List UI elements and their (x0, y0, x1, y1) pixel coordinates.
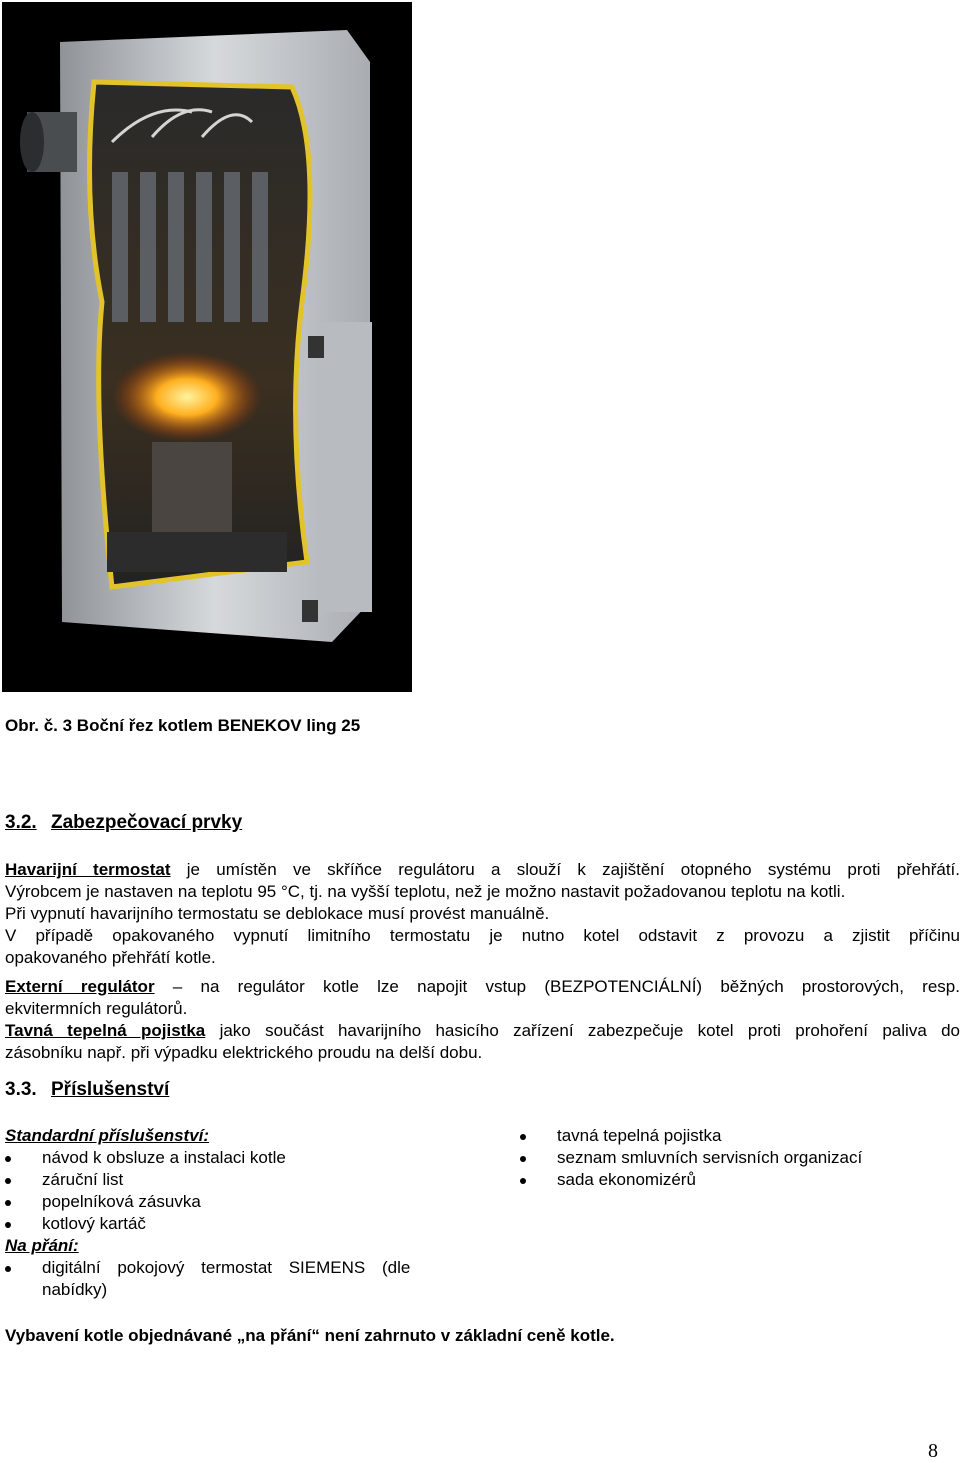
list-item-label-cont: nabídky) (42, 1280, 108, 1299)
text-line: zásobníku např. při výpadku elektrického proudu na delší dobu. (5, 1043, 483, 1062)
bullet-icon (5, 1200, 11, 1206)
list-item (5, 1191, 955, 1213)
section-heading-3-3 (5, 1079, 169, 1101)
list-item (5, 1257, 445, 1301)
bullet-icon (520, 1178, 526, 1184)
optional-accessories-list (5, 1257, 445, 1301)
bullet-icon (5, 1156, 11, 1162)
text-line (5, 1020, 960, 1042)
list-item-label: tavná tepelná pojistka (557, 1126, 722, 1145)
paragraph-externi-regulator (5, 976, 960, 1020)
bullet-icon (520, 1156, 526, 1162)
term-externi-regulator: Externí regulátor (5, 977, 155, 996)
section-heading-3-2 (5, 812, 242, 834)
text-line: V případě opakovaného vypnutí limitního termostatu je nutno kotel odstavit z provozu a zjistit příčinu (5, 926, 960, 945)
list-item (520, 1125, 862, 1147)
list-item (5, 1213, 955, 1235)
optional-accessories-heading (5, 1235, 955, 1257)
section-title: Příslušenství (51, 1079, 170, 1100)
boiler-cross-section-image (2, 2, 412, 692)
text-span: jako součást havarijního hasicího zařízení zabezpečuje kotel proti prohoření paliva do (205, 1021, 960, 1040)
term-tavna-pojistka: Tavná tepelná pojistka (5, 1021, 206, 1040)
bullet-icon (5, 1178, 11, 1184)
list-item-label: popelníková zásuvka (42, 1192, 201, 1211)
text-line: ekvitermních regulátorů. (5, 999, 188, 1018)
list-item (520, 1169, 862, 1191)
paragraph-havarijni-termostat (5, 859, 960, 969)
heading-text: Na přání: (5, 1236, 79, 1255)
bullet-icon (5, 1266, 11, 1272)
bullet-icon (520, 1134, 526, 1140)
heading-text: Standardní příslušenství: (5, 1126, 210, 1145)
page-number: 8 (928, 1440, 938, 1462)
text-span: – na regulátor kotle lze napojit vstup (BEZPOTENCIÁLNÍ) běžných prostorových, resp. (154, 977, 960, 996)
section-title: Zabezpečovací prvky (51, 812, 243, 833)
figure-caption: Obr. č. 3 Boční řez kotlem BENEKOV ling 25 (5, 716, 361, 735)
list-item-label: kotlový kartáč (42, 1214, 146, 1233)
list-item-label: seznam smluvních servisních organizací (557, 1148, 863, 1167)
text-line: Výrobcem je nastaven na teplotu 95 °C, tj. na vyšší teplotu, než je možno nastavit požadovanou teplotu na kotli. (5, 882, 846, 901)
paragraph-tavna-pojistka (5, 1020, 960, 1064)
section-number: 3.3. (5, 1079, 37, 1100)
final-note: Vybavení kotle objednávané „na přání“ není zahrnuto v základní ceně kotle. (5, 1326, 615, 1345)
accessories-lists (5, 1125, 955, 1301)
text-line: Při vypnutí havarijního termostatu se deblokace musí provést manuálně. (5, 904, 550, 923)
standard-accessories-list-col2 (520, 1125, 862, 1191)
text-span: je umístěn ve skříňce regulátoru a slouží k zajištění otopného systému proti přehřátí. (170, 860, 960, 879)
list-item (520, 1147, 862, 1169)
list-item-label: záruční list (42, 1170, 124, 1189)
list-item-label: návod k obsluze a instalaci kotle (42, 1148, 286, 1167)
text-line: opakovaného přehřátí kotle. (5, 948, 216, 967)
list-item-label: sada ekonomizérů (557, 1170, 696, 1189)
bullet-icon (5, 1222, 11, 1228)
list-item-label: digitální pokojový termostat SIEMENS (dle (42, 1258, 411, 1277)
boiler-illustration (2, 2, 412, 692)
section-number: 3.2. (5, 812, 37, 833)
text-line (5, 976, 960, 998)
text-line (5, 859, 960, 881)
term-havarijni-termostat: Havarijní termostat (5, 860, 171, 879)
